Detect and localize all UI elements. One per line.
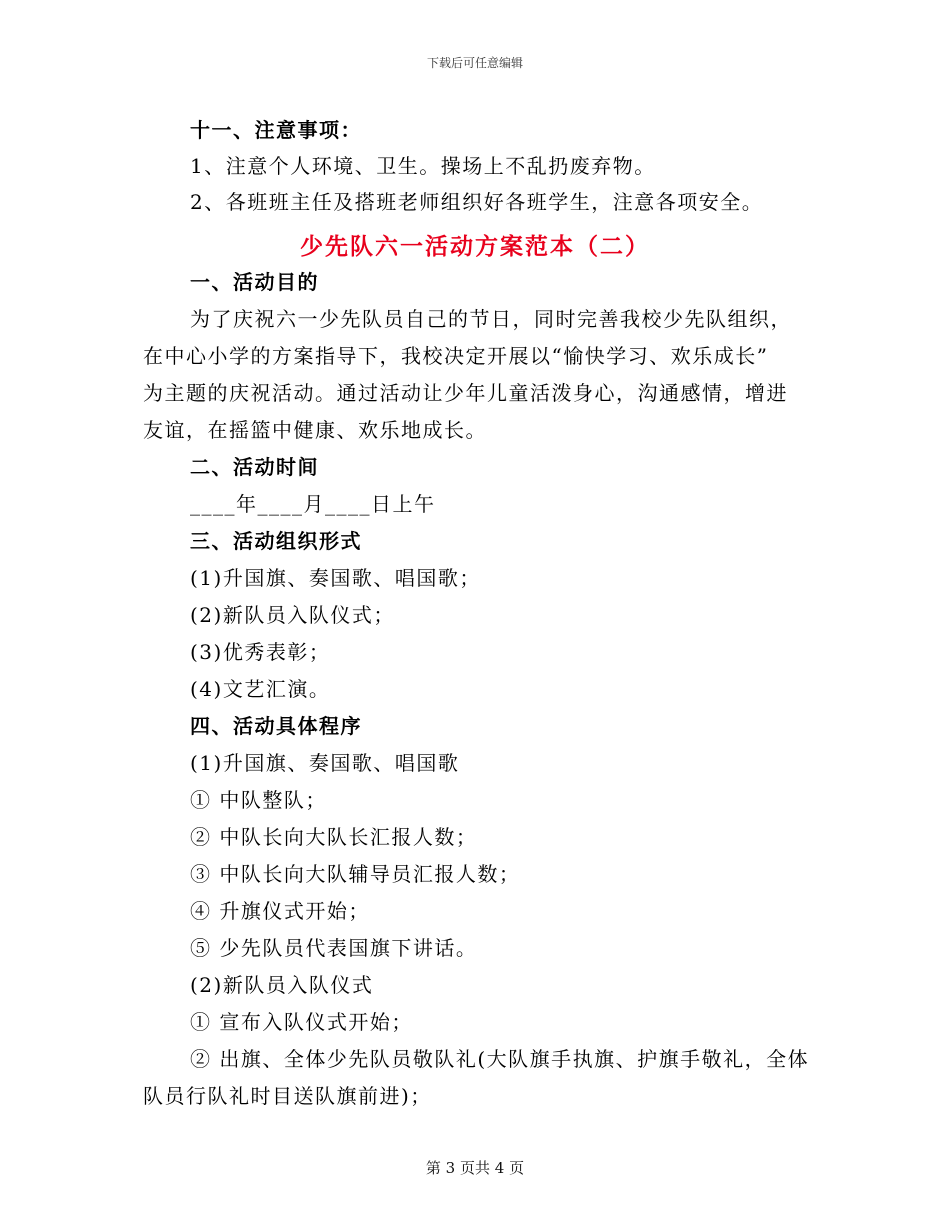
list-item: ① 中队整队； [190,788,327,812]
list-item: (1)升国旗、奏国歌、唱国歌 [190,751,460,775]
activity-date: ____年____月____日上午 [190,492,436,516]
section-heading-notes: 十一、注意事项： [190,118,362,142]
list-item: (2)新队员入队仪式； [190,603,395,627]
document-title: 少先队六一活动方案范本（二） [300,233,650,260]
section-heading-format: 三、活动组织形式 [190,529,362,553]
paragraph-line: 为了庆祝六一少先队员自己的节日，同时完善我校少先队组织， [190,307,792,331]
section-heading-time: 二、活动时间 [190,455,319,479]
list-item: (1)升国旗、奏国歌、唱国歌； [190,566,481,590]
note-item-1: 1、注意个人环境、卫生。操场上不乱扔废弃物。 [190,154,656,178]
section-heading-procedure: 四、活动具体程序 [190,714,362,738]
section-heading-purpose: 一、活动目的 [190,270,319,294]
list-item: (2)新队员入队仪式 [190,973,374,997]
page-header: 下载后可任意编辑 [426,56,523,70]
paragraph-line: 友谊，在摇篮中健康、欢乐地成长。 [143,418,487,442]
list-item: ② 中队长向大队长汇报人数； [190,825,478,849]
list-item: ⑤ 少先队员代表国旗下讲话。 [190,936,478,960]
list-item: ③ 中队长向大队辅导员汇报人数； [190,862,521,886]
list-item: ① 宣布入队仪式开始； [190,1010,413,1034]
list-item: ④ 升旗仪式开始； [190,899,370,923]
paragraph-line: 在中心小学的方案指导下，我校决定开展以“愉快学习、欢乐成长” [143,344,769,368]
list-item: (3)优秀表彰； [190,640,331,664]
list-item: ② 出旗、全体少先队员敬队礼(大队旗手执旗、护旗手敬礼，全体 [190,1047,810,1071]
paragraph-line: 为主题的庆祝活动。通过活动让少年儿童活泼身心，沟通感情，增进 [143,381,788,405]
list-item: (4)文艺汇演。 [190,677,331,701]
list-item-continued: 队员行队礼时目送队旗前进)； [143,1084,432,1108]
page-footer: 第 3 页共 4 页 [425,1159,525,1177]
note-item-2: 2、各班班主任及搭班老师组织好各班学生，注意各项安全。 [190,190,764,214]
